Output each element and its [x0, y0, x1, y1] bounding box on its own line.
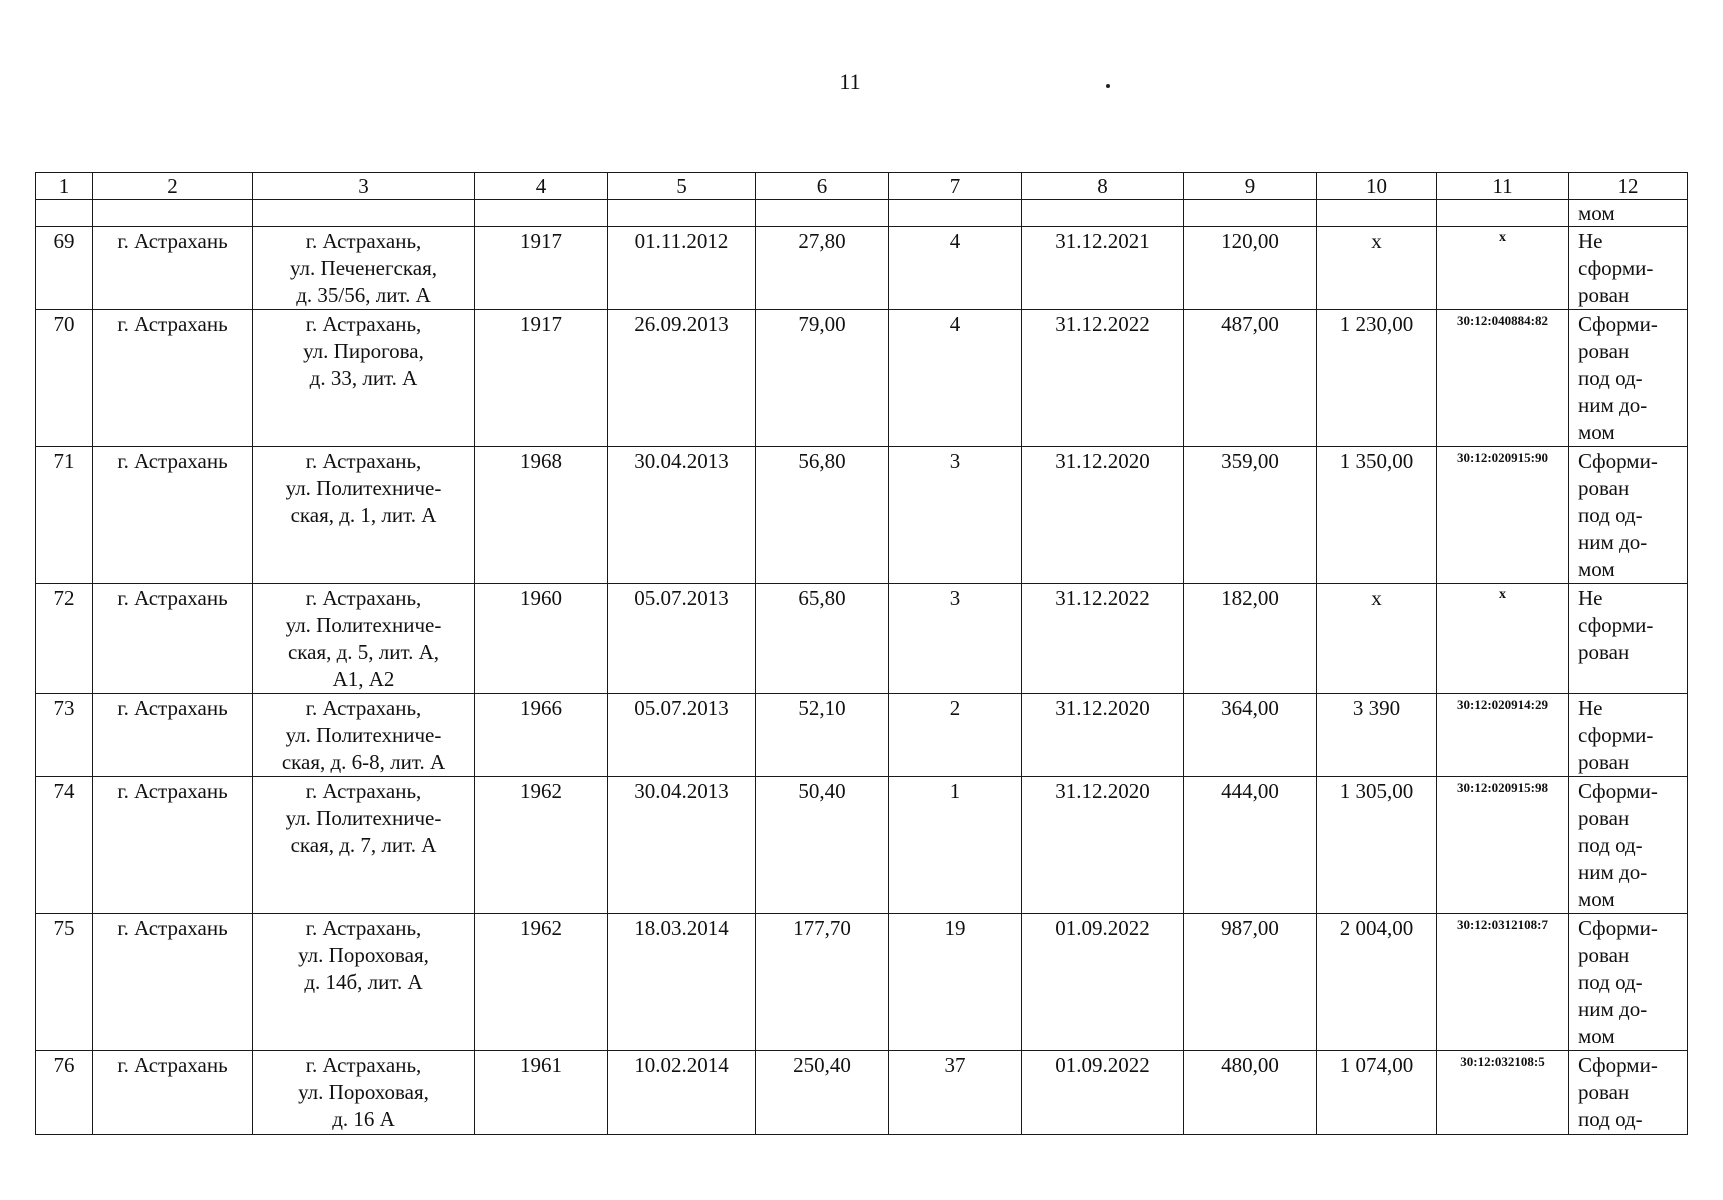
cell-cadastral: 30:12:040884:82 — [1437, 310, 1569, 447]
cell-area: 52,10 — [756, 694, 889, 777]
address-line: ская, д. 1, лит. А — [290, 503, 437, 527]
cell-col9: 987,00 — [1184, 914, 1317, 1051]
cell-address — [253, 914, 475, 1051]
note-line: Сформи- — [1578, 1053, 1658, 1077]
cell-year: 1962 — [475, 914, 608, 1051]
cell-row-number: 70 — [36, 310, 93, 447]
cell-date: 05.07.2013 — [608, 584, 756, 694]
table-body — [36, 173, 1688, 1135]
cell-empty — [1022, 200, 1184, 227]
continuation-row — [36, 200, 1688, 227]
cell-year: 1917 — [475, 310, 608, 447]
table-row — [36, 694, 1688, 777]
note-line: рован — [1578, 283, 1630, 307]
table-row — [36, 584, 1688, 694]
cell-year: 1968 — [475, 447, 608, 584]
column-number: 9 — [1184, 173, 1317, 200]
address-line: д. 33, лит. А — [309, 366, 418, 390]
cell-empty — [1184, 200, 1317, 227]
address-line: ская, д. 7, лит. А — [290, 833, 437, 857]
cell-note — [1569, 584, 1688, 694]
note-line: рован — [1578, 640, 1630, 664]
note-line: под од- — [1578, 970, 1643, 994]
cell-row-number: 73 — [36, 694, 93, 777]
cell-col9: 182,00 — [1184, 584, 1317, 694]
address-line: ул. Пороховая, — [298, 943, 429, 967]
note-line: ним до- — [1578, 530, 1648, 554]
cell-col10: 2 004,00 — [1317, 914, 1437, 1051]
address-line: д. 16 А — [332, 1107, 395, 1131]
address-line: ская, д. 6-8, лит. А — [281, 750, 446, 774]
column-number: 2 — [93, 173, 253, 200]
cell-note — [1569, 447, 1688, 584]
cell-col9: 480,00 — [1184, 1051, 1317, 1135]
cell-deadline: 01.09.2022 — [1022, 914, 1184, 1051]
cell-cadastral: x — [1437, 227, 1569, 310]
address-line: ул. Пороховая, — [298, 1080, 429, 1104]
table-row — [36, 914, 1688, 1051]
note-line: под од- — [1578, 366, 1643, 390]
cell-deadline: 31.12.2021 — [1022, 227, 1184, 310]
table-row — [36, 1051, 1688, 1135]
column-number: 5 — [608, 173, 756, 200]
cell-area: 56,80 — [756, 447, 889, 584]
cell-address — [253, 694, 475, 777]
scan-speck — [1106, 84, 1110, 88]
cell-note — [1569, 914, 1688, 1051]
column-number: 12 — [1569, 173, 1688, 200]
cell-col10: 1 230,00 — [1317, 310, 1437, 447]
cell-note — [1569, 694, 1688, 777]
note-line: ним до- — [1578, 997, 1648, 1021]
cell-date: 30.04.2013 — [608, 447, 756, 584]
note-line: Сформи- — [1578, 449, 1658, 473]
cell-row-number: 75 — [36, 914, 93, 1051]
cell-col10: x — [1317, 584, 1437, 694]
cell-year: 1917 — [475, 227, 608, 310]
cell-year: 1960 — [475, 584, 608, 694]
cell-empty — [1317, 200, 1437, 227]
cell-note — [1569, 1051, 1688, 1135]
cell-count: 37 — [889, 1051, 1022, 1135]
note-line: Не — [1578, 586, 1603, 610]
note-line: под од- — [1578, 833, 1643, 857]
table-row — [36, 227, 1688, 310]
cell-area: 27,80 — [756, 227, 889, 310]
note-line: сформи- — [1578, 256, 1654, 280]
cell-address — [253, 1051, 475, 1135]
address-line: ул. Политехниче- — [285, 476, 442, 500]
cell-area: 50,40 — [756, 777, 889, 914]
cell-cadastral: 30:12:020915:98 — [1437, 777, 1569, 914]
cell-area: 177,70 — [756, 914, 889, 1051]
cell-address — [253, 447, 475, 584]
note-line: мом — [1578, 420, 1615, 444]
cell-settlement: г. Астрахань — [93, 447, 253, 584]
cell-address — [253, 777, 475, 914]
note-line: Сформи- — [1578, 779, 1658, 803]
cell-year: 1962 — [475, 777, 608, 914]
table-row — [36, 777, 1688, 914]
note-line: мом — [1578, 557, 1615, 581]
note-line: рован — [1578, 943, 1630, 967]
cell-empty — [1437, 200, 1569, 227]
cell-empty — [475, 200, 608, 227]
address-line: А1, А2 — [332, 667, 395, 691]
cell-col9: 120,00 — [1184, 227, 1317, 310]
cell-col10: 1 074,00 — [1317, 1051, 1437, 1135]
cell-count: 4 — [889, 227, 1022, 310]
cell-count: 4 — [889, 310, 1022, 447]
cell-col10: x — [1317, 227, 1437, 310]
cell-cadastral: x — [1437, 584, 1569, 694]
cell-row-number: 76 — [36, 1051, 93, 1135]
address-line: ул. Печенегская, — [289, 256, 437, 280]
cell-year: 1961 — [475, 1051, 608, 1135]
address-line: г. Астрахань, — [305, 229, 422, 253]
cell-settlement: г. Астрахань — [93, 227, 253, 310]
cell-note — [1569, 777, 1688, 914]
cell-col10: 1 305,00 — [1317, 777, 1437, 914]
cell-col9: 364,00 — [1184, 694, 1317, 777]
column-number: 3 — [253, 173, 475, 200]
note-line: Сформи- — [1578, 916, 1658, 940]
cell-area: 250,40 — [756, 1051, 889, 1135]
column-number: 4 — [475, 173, 608, 200]
cell-count: 19 — [889, 914, 1022, 1051]
cell-col9: 444,00 — [1184, 777, 1317, 914]
address-line: г. Астрахань, — [305, 586, 422, 610]
address-line: ская, д. 5, лит. А, — [287, 640, 440, 664]
cell-empty — [889, 200, 1022, 227]
column-number: 11 — [1437, 173, 1569, 200]
note-line: Сформи- — [1578, 312, 1658, 336]
address-line: ул. Политехниче- — [285, 613, 442, 637]
cell-cadastral: 30:12:032108:5 — [1437, 1051, 1569, 1135]
cell-count: 3 — [889, 447, 1022, 584]
note-line: сформи- — [1578, 723, 1654, 747]
cell-note — [1569, 310, 1688, 447]
cell-row-number: 71 — [36, 447, 93, 584]
note-line: мом — [1578, 887, 1615, 911]
cell-deadline: 31.12.2020 — [1022, 694, 1184, 777]
cell-count: 3 — [889, 584, 1022, 694]
cell-area: 65,80 — [756, 584, 889, 694]
address-line: ул. Политехниче- — [285, 723, 442, 747]
cell-date: 10.02.2014 — [608, 1051, 756, 1135]
note-line: рован — [1578, 750, 1630, 774]
cell-empty — [93, 200, 253, 227]
cell-area: 79,00 — [756, 310, 889, 447]
column-number: 6 — [756, 173, 889, 200]
cell-count: 2 — [889, 694, 1022, 777]
note-line: рован — [1578, 806, 1630, 830]
cell-address — [253, 227, 475, 310]
cell-settlement: г. Астрахань — [93, 584, 253, 694]
note-line: ним до- — [1578, 393, 1648, 417]
cell-settlement: г. Астрахань — [93, 694, 253, 777]
cell-deadline: 31.12.2020 — [1022, 447, 1184, 584]
cell-settlement: г. Астрахань — [93, 1051, 253, 1135]
cell-cadastral: 30:12:020915:90 — [1437, 447, 1569, 584]
cell-date: 18.03.2014 — [608, 914, 756, 1051]
cell-col9: 487,00 — [1184, 310, 1317, 447]
note-line: ним до- — [1578, 860, 1648, 884]
cell-col9: 359,00 — [1184, 447, 1317, 584]
address-line: д. 35/56, лит. А — [296, 283, 431, 307]
address-line: г. Астрахань, — [305, 916, 422, 940]
note-line: сформи- — [1578, 613, 1654, 637]
cell-date: 05.07.2013 — [608, 694, 756, 777]
cell-row-number: 74 — [36, 777, 93, 914]
address-line: д. 14б, лит. А — [304, 970, 423, 994]
cell-col10: 3 390 — [1317, 694, 1437, 777]
column-number: 7 — [889, 173, 1022, 200]
address-line: г. Астрахань, — [305, 312, 422, 336]
cell-cadastral: 30:12:020914:29 — [1437, 694, 1569, 777]
address-line: г. Астрахань, — [305, 779, 422, 803]
note-line: под од- — [1578, 1107, 1643, 1131]
cell-date: 01.11.2012 — [608, 227, 756, 310]
cell-note — [1569, 227, 1688, 310]
address-line: г. Астрахань, — [305, 696, 422, 720]
cell-row-number: 69 — [36, 227, 93, 310]
cell-date: 30.04.2013 — [608, 777, 756, 914]
cell-address — [253, 584, 475, 694]
address-line: г. Астрахань, — [305, 1053, 422, 1077]
note-line: под од- — [1578, 503, 1643, 527]
cell-empty — [608, 200, 756, 227]
cell-date: 26.09.2013 — [608, 310, 756, 447]
note-line: мом — [1578, 1024, 1615, 1048]
note-line: Не — [1578, 229, 1603, 253]
address-line: г. Астрахань, — [305, 449, 422, 473]
column-number-row — [36, 173, 1688, 200]
page-number: 11 — [839, 69, 861, 94]
housing-register-table — [35, 172, 1688, 1135]
cell-note: мом — [1569, 200, 1688, 227]
table-row — [36, 310, 1688, 447]
cell-cadastral: 30:12:0312108:7 — [1437, 914, 1569, 1051]
cell-empty — [756, 200, 889, 227]
column-number: 1 — [36, 173, 93, 200]
note-line: рован — [1578, 476, 1630, 500]
cell-deadline: 01.09.2022 — [1022, 1051, 1184, 1135]
note-line: Не — [1578, 696, 1603, 720]
cell-settlement: г. Астрахань — [93, 914, 253, 1051]
cell-deadline: 31.12.2020 — [1022, 777, 1184, 914]
cell-settlement: г. Астрахань — [93, 310, 253, 447]
note-line: рован — [1578, 339, 1630, 363]
address-line: ул. Политехниче- — [285, 806, 442, 830]
column-number: 10 — [1317, 173, 1437, 200]
cell-count: 1 — [889, 777, 1022, 914]
table-row — [36, 447, 1688, 584]
note-line: рован — [1578, 1080, 1630, 1104]
cell-col10: 1 350,00 — [1317, 447, 1437, 584]
column-number: 8 — [1022, 173, 1184, 200]
cell-settlement: г. Астрахань — [93, 777, 253, 914]
cell-address — [253, 310, 475, 447]
cell-deadline: 31.12.2022 — [1022, 310, 1184, 447]
cell-empty — [36, 200, 93, 227]
cell-row-number: 72 — [36, 584, 93, 694]
cell-year: 1966 — [475, 694, 608, 777]
cell-deadline: 31.12.2022 — [1022, 584, 1184, 694]
address-line: ул. Пирогова, — [303, 339, 424, 363]
cell-empty — [253, 200, 475, 227]
